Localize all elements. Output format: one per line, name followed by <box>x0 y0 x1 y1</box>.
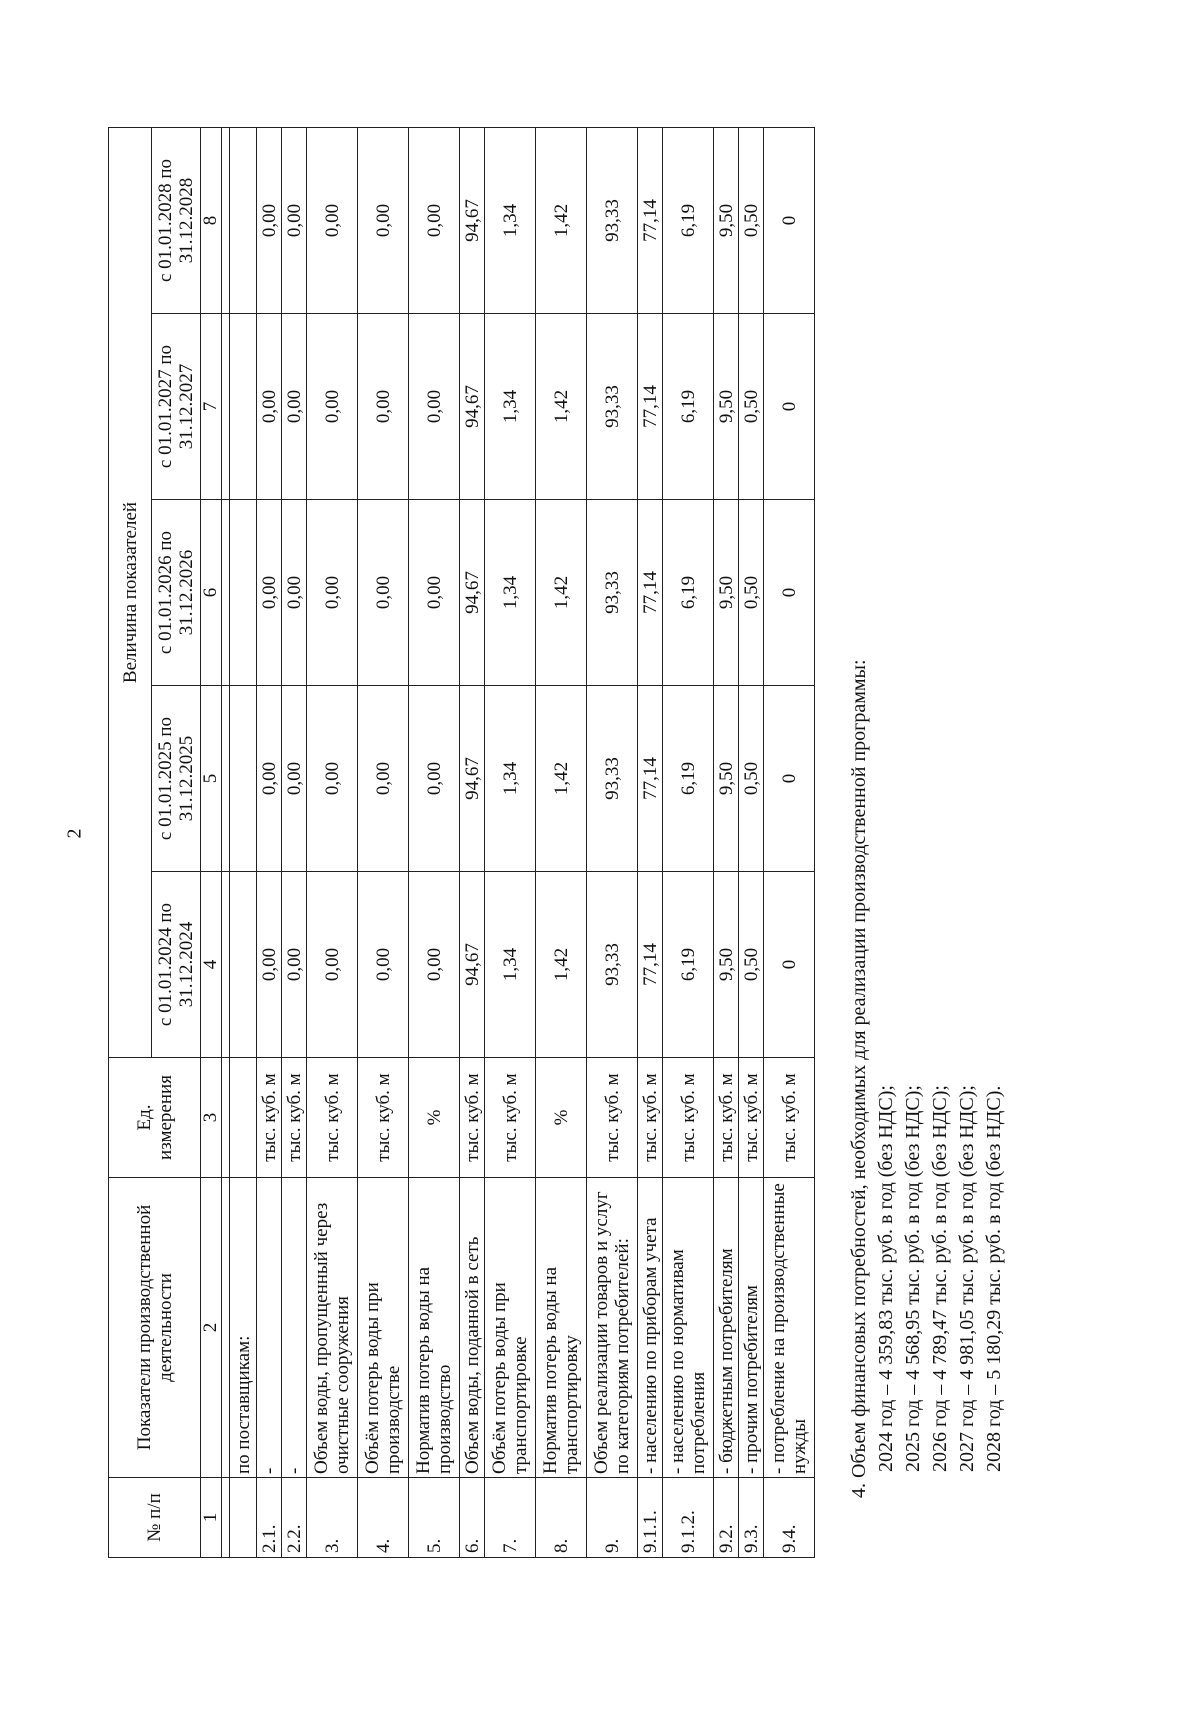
row-number: 9.1.1. <box>638 1478 663 1558</box>
row-unit: тыс. куб. м <box>663 1058 714 1178</box>
financial-needs-line: 2025 год – 4 568,95 тыс. руб. в год (без НДС); <box>902 1085 924 1472</box>
row-indicator-name: Норматив потерь воды на производство <box>409 1178 460 1478</box>
row-value: 0,00 <box>257 686 282 872</box>
row-indicator-name: Объем воды, пропущенный через очистные сооружения <box>307 1178 358 1478</box>
column-index: 7 <box>201 314 222 500</box>
row-unit: тыс. куб. м <box>739 1058 764 1178</box>
row-value: 0,00 <box>257 872 282 1058</box>
row-value: 0,00 <box>409 127 460 313</box>
table-row <box>587 127 638 1557</box>
row-value: 0,00 <box>358 500 409 686</box>
row-value: 77,14 <box>638 686 663 872</box>
row-value: 0,00 <box>307 314 358 500</box>
row-value: 93,33 <box>587 127 638 313</box>
row-indicator-name: - <box>257 1178 282 1478</box>
section-row <box>230 127 257 1557</box>
row-value: 94,67 <box>460 127 485 313</box>
row-value: 1,34 <box>485 314 536 500</box>
financial-needs-line: 2028 год – 5 180,29 тыс. руб. в год (без НДС). <box>983 1085 1005 1472</box>
column-index: 1 <box>201 1478 222 1558</box>
row-indicator-name: Объем реализации товаров и услуг по категориям потребителей: <box>587 1178 638 1478</box>
column-index: 5 <box>201 686 222 872</box>
row-unit: тыс. куб. м <box>638 1058 663 1178</box>
financial-needs-section <box>846 598 1008 1498</box>
row-value: 0,00 <box>409 314 460 500</box>
row-indicator-name: - бюджетным потребителям <box>714 1178 739 1478</box>
row-value: 77,14 <box>638 127 663 313</box>
row-value: 1,42 <box>536 314 587 500</box>
row-unit: тыс. куб. м <box>307 1058 358 1178</box>
header-num: № п/п <box>109 1478 201 1558</box>
row-number: 9.2. <box>714 1478 739 1558</box>
row-value: 9,50 <box>714 872 739 1058</box>
row-value: 0,00 <box>307 686 358 872</box>
table-row <box>257 127 282 1557</box>
header-period: с 01.01.2024 по 31.12.2024 <box>152 872 201 1058</box>
table-row <box>638 127 663 1557</box>
row-value: 0,00 <box>282 127 307 313</box>
row-value: 6,19 <box>663 314 714 500</box>
row-value: 0,00 <box>409 686 460 872</box>
row-unit: тыс. куб. м <box>764 1058 815 1178</box>
row-value: 1,42 <box>536 500 587 686</box>
row-value: 0 <box>764 314 815 500</box>
row-value: 9,50 <box>714 500 739 686</box>
row-indicator-name: Объём потерь воды при производстве <box>358 1178 409 1478</box>
blank-row <box>222 127 230 1557</box>
table-row <box>358 127 409 1557</box>
row-value: 0,00 <box>358 686 409 872</box>
row-value: 0 <box>764 127 815 313</box>
table-row <box>282 127 307 1557</box>
row-unit: тыс. куб. м <box>282 1058 307 1178</box>
column-index: 4 <box>201 872 222 1058</box>
row-value: 0,00 <box>409 500 460 686</box>
row-value: 0,00 <box>307 872 358 1058</box>
row-value: 0 <box>764 872 815 1058</box>
row-number: 7. <box>485 1478 536 1558</box>
row-indicator-name: - прочим потребителям <box>739 1178 764 1478</box>
row-value: 94,67 <box>460 686 485 872</box>
row-value: 0,50 <box>739 127 764 313</box>
row-value: 0 <box>764 500 815 686</box>
row-number: 8. <box>536 1478 587 1558</box>
row-indicator-name: - потребление на производственные нужды <box>764 1178 815 1478</box>
row-value: 1,34 <box>485 872 536 1058</box>
row-value: 0,00 <box>257 127 282 313</box>
row-unit: % <box>409 1058 460 1178</box>
row-value: 1,34 <box>485 500 536 686</box>
row-value: 1,34 <box>485 127 536 313</box>
row-value: 93,33 <box>587 500 638 686</box>
row-value: 1,42 <box>536 686 587 872</box>
indicators-table <box>108 127 815 1558</box>
row-value: 1,42 <box>536 127 587 313</box>
row-value: 1,42 <box>536 872 587 1058</box>
row-unit: тыс. куб. м <box>460 1058 485 1178</box>
financial-needs-line: 2026 год – 4 789,47 тыс. руб. в год (без НДС); <box>929 1085 951 1472</box>
row-value: 77,14 <box>638 500 663 686</box>
table-row <box>764 127 815 1557</box>
row-value: 93,33 <box>587 314 638 500</box>
row-value: 0,00 <box>282 314 307 500</box>
header-period: с 01.01.2026 по 31.12.2026 <box>152 500 201 686</box>
row-unit: тыс. куб. м <box>587 1058 638 1178</box>
financial-needs-line: 2024 год – 4 359,83 тыс. руб. в год (без НДС); <box>875 1085 897 1472</box>
row-value: 94,67 <box>460 314 485 500</box>
row-value: 94,67 <box>460 500 485 686</box>
row-value: 93,33 <box>587 872 638 1058</box>
financial-needs-line: 2027 год – 4 981,05 тыс. руб. в год (без НДС); <box>956 1085 978 1472</box>
table-row <box>409 127 460 1557</box>
header-unit: Ед. измерения <box>109 1058 201 1178</box>
financial-needs-list <box>873 598 1008 1498</box>
row-indicator-name: Объём потерь воды при транспортировке <box>485 1178 536 1478</box>
row-number: 2.1. <box>257 1478 282 1558</box>
row-value: 0,00 <box>282 872 307 1058</box>
row-number: 9.4. <box>764 1478 815 1558</box>
row-value: 6,19 <box>663 127 714 313</box>
row-value: 9,50 <box>714 127 739 313</box>
row-number: 9. <box>587 1478 638 1558</box>
table-row <box>739 127 764 1557</box>
row-indicator-name: Норматив потерь воды на транспортировку <box>536 1178 587 1478</box>
row-value: 0,00 <box>257 314 282 500</box>
row-value: 0,00 <box>257 500 282 686</box>
row-value: 0,00 <box>358 314 409 500</box>
row-unit: % <box>536 1058 587 1178</box>
row-indicator-name: - населению по нормативам потребления <box>663 1178 714 1478</box>
row-value: 0,50 <box>739 500 764 686</box>
row-value: 77,14 <box>638 872 663 1058</box>
table-row <box>485 127 536 1557</box>
row-indicator-name: - населению по приборам учета <box>638 1178 663 1478</box>
row-value: 0,00 <box>307 127 358 313</box>
header-period: с 01.01.2025 по 31.12.2025 <box>152 686 201 872</box>
row-value: 1,34 <box>485 686 536 872</box>
section-label: по поставщикам: <box>230 1178 257 1478</box>
row-value: 93,33 <box>587 686 638 872</box>
row-unit: тыс. куб. м <box>485 1058 536 1178</box>
table-row <box>663 127 714 1557</box>
page-number: 2 <box>63 828 86 839</box>
row-value: 0,00 <box>358 872 409 1058</box>
header-name: Показатели производственной деятельности <box>109 1178 201 1478</box>
row-number: 5. <box>409 1478 460 1558</box>
row-number: 9.1.2. <box>663 1478 714 1558</box>
row-number: 9.3. <box>739 1478 764 1558</box>
row-value: 9,50 <box>714 686 739 872</box>
row-number: 4. <box>358 1478 409 1558</box>
row-value: 0,00 <box>282 500 307 686</box>
row-number: 2.2. <box>282 1478 307 1558</box>
row-value: 94,67 <box>460 872 485 1058</box>
row-value: 0,50 <box>739 314 764 500</box>
row-value: 6,19 <box>663 686 714 872</box>
row-value: 0,00 <box>358 127 409 313</box>
header-period: с 01.01.2027 по 31.12.2027 <box>152 314 201 500</box>
row-value: 6,19 <box>663 500 714 686</box>
row-unit: тыс. куб. м <box>358 1058 409 1178</box>
row-number: 3. <box>307 1478 358 1558</box>
header-period: с 01.01.2028 по 31.12.2028 <box>152 127 201 313</box>
row-value: 0,00 <box>409 872 460 1058</box>
row-indicator-name: - <box>282 1178 307 1478</box>
column-index: 2 <box>201 1178 222 1478</box>
column-index: 6 <box>201 500 222 686</box>
table-row <box>714 127 739 1557</box>
row-number: 6. <box>460 1478 485 1558</box>
row-value: 0,00 <box>307 500 358 686</box>
row-value: 0,50 <box>739 872 764 1058</box>
row-unit: тыс. куб. м <box>714 1058 739 1178</box>
row-value: 9,50 <box>714 314 739 500</box>
row-value: 6,19 <box>663 872 714 1058</box>
row-unit: тыс. куб. м <box>257 1058 282 1178</box>
header-values-group: Величина показателей <box>109 127 152 1057</box>
table-row <box>460 127 485 1557</box>
row-value: 0,00 <box>282 686 307 872</box>
row-indicator-name: Объем воды, поданной в сеть <box>460 1178 485 1478</box>
financial-needs-title: 4. Объем финансовых потребностей, необходимых для реализации производственной программы: <box>848 659 870 1498</box>
column-index: 8 <box>201 127 222 313</box>
row-value: 0 <box>764 686 815 872</box>
column-index: 3 <box>201 1058 222 1178</box>
table-row <box>307 127 358 1557</box>
table-row <box>536 127 587 1557</box>
row-value: 77,14 <box>638 314 663 500</box>
row-value: 0,50 <box>739 686 764 872</box>
